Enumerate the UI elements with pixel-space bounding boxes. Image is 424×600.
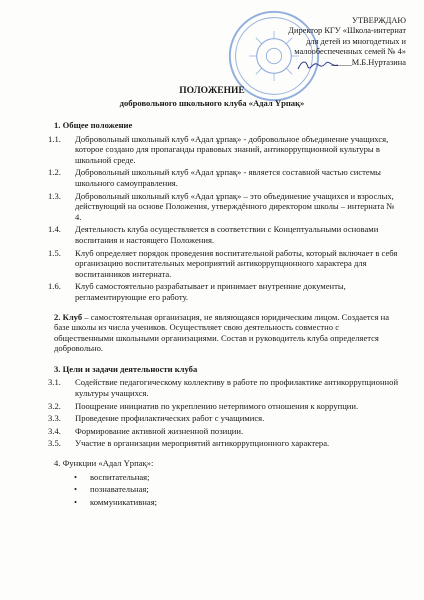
list-item xyxy=(74,497,400,508)
list-item xyxy=(48,134,400,166)
item-text: воспитательная; xyxy=(90,471,150,482)
bullet-icon: • xyxy=(74,484,78,495)
section-4-list xyxy=(74,472,400,508)
item-number: 3.1. xyxy=(48,377,61,388)
item-number: 3.2. xyxy=(48,400,61,411)
item-number: 1.1. xyxy=(48,133,61,144)
bullet-icon: • xyxy=(74,471,78,482)
list-item xyxy=(48,377,400,398)
document-subtitle: добровольного школьного клуба «Адал Үрпақ» xyxy=(119,98,305,108)
list-item xyxy=(48,426,400,437)
item-number: 1.6. xyxy=(48,281,61,292)
handwritten-signature xyxy=(296,58,340,72)
item-text: Формирование активной жизненной позиции. xyxy=(75,425,244,436)
section-4-heading: 4. Функции «Адал Үрпақ»: xyxy=(54,458,154,469)
document-body xyxy=(48,120,400,509)
section-2-heading: 2. Клуб xyxy=(54,311,83,322)
item-text: Поощрение инициатив по укреплению нетерпимого отношения к коррупции. xyxy=(75,400,359,411)
approval-heading: УТВЕРЖДАЮ xyxy=(352,16,406,25)
item-text: Деятельность клуба осуществляется в соответствии с Концептуальными основами воспитания и настоящего Положения. xyxy=(75,224,379,245)
list-item xyxy=(74,484,400,495)
approval-position: Директор КГУ «Школа-интернат xyxy=(288,26,406,36)
item-number: 1.4. xyxy=(48,224,61,235)
item-text: Клуб самостоятельно разрабатывает и принимает внутренние документы, регламентирующие его работу. xyxy=(75,281,346,302)
list-item xyxy=(74,472,400,483)
list-item xyxy=(48,167,400,188)
list-item xyxy=(48,191,400,223)
item-text: Проведение профилактических работ с учащимися. xyxy=(75,413,265,424)
section-1-heading: 1. Общее положение xyxy=(54,120,133,130)
section-3-list xyxy=(48,377,400,449)
list-item xyxy=(48,248,400,280)
item-text: коммуникативная; xyxy=(90,496,158,507)
item-text: Клуб определяет порядок проведения воспитательной работы, который включает в себя организацию воспитательных мероприятий антикоррупционного характера для воспитанников интерната. xyxy=(75,247,398,279)
item-text: Добровольный школьный клуб «Адал ұрпақ» - добровольное объединение учащихся, которое создано для пропаганды правовых знаний, антикоррупционной культуры в школьной среде. xyxy=(75,133,389,165)
list-item xyxy=(48,438,400,449)
document-title: ПОЛОЖЕНИЕ xyxy=(179,86,245,96)
item-number: 3.3. xyxy=(48,413,61,424)
approval-organization-line1: для детей из многодетных и xyxy=(306,36,406,46)
list-item xyxy=(48,413,400,424)
section-2-text: – самостоятельная организация, не являющаяся юридическим лицом. Создается на базе школы из числа учеников. Осуществляет свою деятельность совместно с общественными школьными организациями. Состав и руководитель клуба определяется добровольно. xyxy=(54,311,390,354)
item-text: познавательная; xyxy=(90,484,149,495)
item-number: 1.3. xyxy=(48,190,61,201)
approval-organization-line2: малообеспеченных семей № 4» xyxy=(294,47,406,57)
item-text: Участие в организации мероприятий антикоррупционного характера. xyxy=(75,438,330,449)
list-item xyxy=(48,224,400,245)
item-text: Содействие педагогическому коллективу в работе по профилактике антикоррупционной культуры учащихся. xyxy=(75,377,399,399)
section-2-paragraph xyxy=(48,312,400,354)
section-1-list xyxy=(48,134,400,303)
item-number: 3.4. xyxy=(48,425,61,436)
list-item xyxy=(48,401,400,412)
item-text: Добровольный школьный клуб «Адал ұрпақ» – это объединение учащихся и взрослых, действующий на основе Положения, утверждённого директором школы – интерната № 4. xyxy=(75,190,395,222)
item-number: 3.5. xyxy=(48,438,61,449)
list-item xyxy=(48,281,400,302)
section-3-heading: 3. Цели и задачи деятельности клуба xyxy=(54,363,198,374)
item-text: Добровольный школьный клуб «Адал ұрпақ» - является составной частью системы школьного самоуправления. xyxy=(75,167,381,188)
item-number: 1.2. xyxy=(48,167,61,178)
item-number: 1.5. xyxy=(48,247,61,258)
bullet-icon: • xyxy=(74,496,78,507)
approval-signatory: _____М.Б.Нуртазина xyxy=(330,57,406,67)
